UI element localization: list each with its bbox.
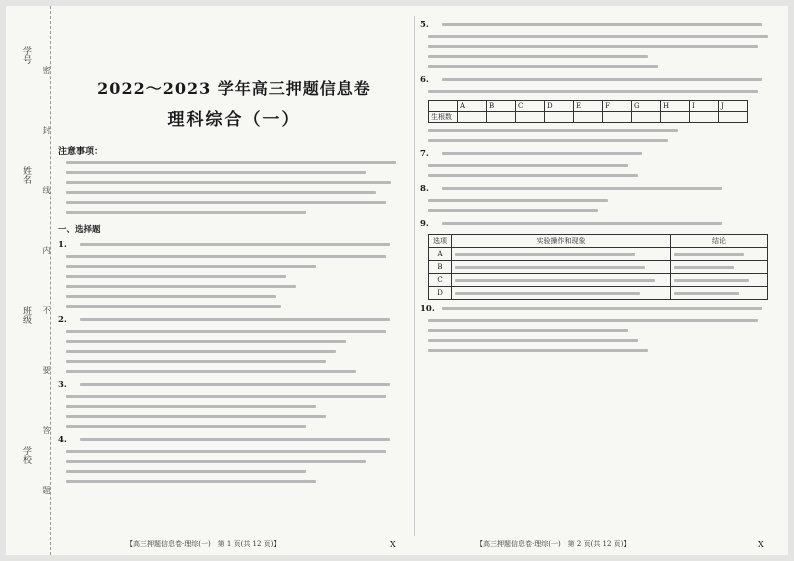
table-cell	[671, 248, 768, 261]
question-number: 5.	[420, 20, 429, 30]
seal-char: 要	[42, 366, 51, 374]
notice-line	[58, 207, 410, 217]
question-6	[420, 75, 780, 86]
table-cell	[452, 274, 671, 287]
question-10	[420, 304, 780, 315]
seal-char: 不	[42, 306, 51, 314]
option-line	[420, 345, 780, 355]
seal-char: 线	[42, 186, 51, 194]
option-line	[58, 291, 410, 301]
question-line	[420, 315, 780, 325]
exam-title: 2022～2023 学年高三押题信息卷	[97, 79, 371, 98]
option-line	[420, 125, 780, 135]
rooting-data-table	[428, 100, 748, 123]
question-number: 1.	[58, 240, 67, 250]
table-option-cell: B	[429, 261, 452, 274]
question-line	[58, 391, 410, 401]
table-option-cell: C	[429, 274, 452, 287]
question-7	[420, 149, 780, 160]
table-cell	[452, 261, 671, 274]
question-line	[58, 251, 410, 261]
table-header-cell: D	[545, 101, 574, 112]
notice-line	[58, 157, 410, 167]
question-number: 2.	[58, 315, 67, 325]
table-cell	[671, 274, 768, 287]
left-column	[58, 16, 410, 526]
table-header-cell: B	[487, 101, 516, 112]
question-number: 3.	[58, 380, 67, 390]
table-header-cell: 实验操作和现象	[452, 235, 671, 248]
table-row	[429, 261, 768, 274]
section-heading: 一、选择题	[58, 225, 101, 235]
option-line	[58, 366, 410, 376]
notice-line	[58, 167, 410, 177]
question-number: 4.	[58, 435, 67, 445]
footer-left: 【高三押题信息卷·理综(一) 第 1 页(共 12 页)】	[126, 540, 281, 548]
option-line	[420, 61, 780, 71]
seal-char: 封	[42, 126, 51, 134]
table-cell	[452, 287, 671, 300]
option-line	[58, 336, 410, 346]
table-header-cell: F	[603, 101, 632, 112]
question-line	[420, 41, 780, 51]
table-row	[429, 248, 768, 261]
question-2	[58, 315, 410, 326]
option-line	[420, 205, 780, 215]
table-corner-cell	[429, 101, 458, 112]
notice-title: 注意事项：	[58, 147, 104, 157]
table-row	[429, 287, 768, 300]
margin-label-school: 学校	[21, 446, 31, 464]
question-1	[58, 240, 410, 251]
table-row-label: 生根数	[429, 112, 458, 123]
table-header-row	[429, 101, 748, 112]
question-number: 9.	[420, 219, 429, 229]
question-4	[58, 435, 410, 446]
seal-char: 答	[42, 426, 51, 434]
option-line	[420, 170, 780, 180]
question-line	[420, 31, 780, 41]
option-line	[58, 271, 410, 281]
option-line	[420, 135, 780, 145]
footer-left-mark: X	[390, 540, 396, 549]
option-line	[58, 476, 410, 486]
margin-label-name: 姓名	[21, 166, 31, 184]
exam-sheet	[6, 6, 788, 555]
question-number: 8.	[420, 184, 429, 194]
table-header-cell: 选项	[429, 235, 452, 248]
column-divider	[414, 16, 415, 536]
option-line	[58, 401, 410, 411]
table-cell	[671, 261, 768, 274]
table-cell	[719, 112, 748, 123]
table-cell	[452, 248, 671, 261]
option-line	[420, 160, 780, 170]
notice-line	[58, 187, 410, 197]
table-cell	[671, 287, 768, 300]
option-line	[420, 325, 780, 335]
table-header-cell: H	[661, 101, 690, 112]
question-8	[420, 184, 780, 195]
table-cell	[690, 112, 719, 123]
table-option-cell: A	[429, 248, 452, 261]
table-row	[429, 112, 748, 123]
footer-right-mark: X	[758, 540, 764, 549]
table-cell	[545, 112, 574, 123]
question-line	[58, 261, 410, 271]
experiment-table	[428, 234, 768, 300]
table-header-cell: A	[458, 101, 487, 112]
question-line	[420, 86, 780, 96]
option-line	[420, 195, 780, 205]
table-header-cell: C	[516, 101, 545, 112]
seal-char: 内	[42, 246, 51, 254]
table-header-row	[429, 235, 768, 248]
option-line	[58, 281, 410, 291]
table-row	[429, 274, 768, 287]
seal-char: 题	[42, 486, 51, 494]
seal-char: 密	[42, 66, 51, 74]
option-line	[58, 346, 410, 356]
question-number: 6.	[420, 75, 429, 85]
footer-right: 【高三押题信息卷·理综(一) 第 2 页(共 12 页)】	[476, 540, 631, 548]
option-line	[58, 411, 410, 421]
table-cell	[661, 112, 690, 123]
table-option-cell: D	[429, 287, 452, 300]
table-cell	[574, 112, 603, 123]
option-line	[420, 335, 780, 345]
option-line	[58, 356, 410, 366]
table-header-cell: J	[719, 101, 748, 112]
question-3	[58, 380, 410, 391]
table-cell	[632, 112, 661, 123]
option-line	[58, 421, 410, 431]
table-cell	[603, 112, 632, 123]
table-header-cell: I	[690, 101, 719, 112]
right-column	[420, 16, 780, 526]
question-line	[58, 446, 410, 456]
notice-line	[58, 197, 410, 207]
question-5	[420, 20, 780, 31]
table-header-cell: E	[574, 101, 603, 112]
table-cell	[458, 112, 487, 123]
binding-margin	[6, 6, 51, 555]
question-9	[420, 219, 780, 230]
question-line	[58, 326, 410, 336]
option-line	[58, 466, 410, 476]
option-line	[420, 51, 780, 61]
table-header-cell: G	[632, 101, 661, 112]
margin-label-class: 班级	[21, 306, 31, 324]
question-number: 10.	[420, 304, 435, 314]
question-line	[58, 456, 410, 466]
table-header-cell: 结论	[671, 235, 768, 248]
margin-label-student-id: 学号	[21, 46, 31, 64]
table-cell	[516, 112, 545, 123]
option-line	[58, 301, 410, 311]
table-cell	[487, 112, 516, 123]
question-number: 7.	[420, 149, 429, 159]
exam-subtitle: 理科综合（一）	[167, 110, 301, 130]
notice-line	[58, 177, 410, 187]
